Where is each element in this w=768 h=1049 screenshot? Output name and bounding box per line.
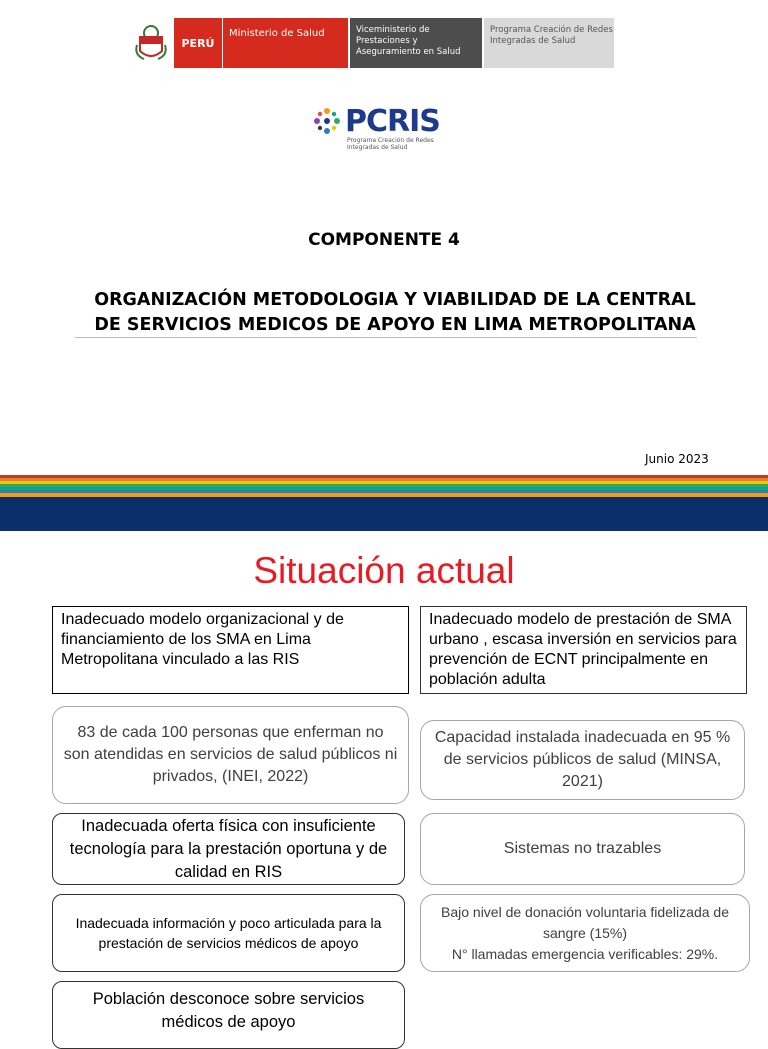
pcris-logo-subtitle: Programa Creación de Redes Integradas de Salud bbox=[347, 137, 434, 151]
pcris-logo-text: PCRIS bbox=[345, 104, 440, 139]
box-oferta-fisica: Inadecuada oferta física con insuficiente tecnología para la prestación oportuna y de calidad en RIS bbox=[52, 813, 405, 885]
donacion-sangre-text: Bajo nivel de donación voluntaria fidelizada de sangre (15%) bbox=[441, 903, 729, 941]
government-header bbox=[128, 18, 614, 68]
box-modelo-organizacional: Inadecuado modelo organizacional y de financiamiento de los SMA en Lima Metropolitana vinculado a las RIS bbox=[52, 606, 409, 694]
peru-label: PERÚ bbox=[174, 18, 222, 68]
peru-coat-of-arms-icon bbox=[128, 18, 174, 68]
pcris-logo-icon bbox=[312, 106, 342, 136]
title-divider bbox=[75, 337, 697, 338]
viceministerio-label: Viceministerio de Prestaciones y Aseguramiento en Salud bbox=[350, 18, 482, 68]
programa-label: Programa Creación de Redes Integradas de Salud bbox=[484, 18, 614, 68]
decorative-stripes bbox=[0, 475, 768, 531]
llamadas-emergencia-text: N° llamadas emergencia verificables: 29%. bbox=[451, 945, 719, 962]
box-capacidad-instalada: Capacidad instalada inadecuada en 95 % de servicios públicos de salud (MINSA, 2021) bbox=[420, 720, 745, 800]
cover-title-line2: DE SERVICIOS MEDICOS DE APOYO EN LIMA METROPOLITANA bbox=[94, 315, 696, 335]
box-modelo-prestacion: Inadecuado modelo de prestación de SMA urbano , escasa inversión en servicios para prevención de ECNT principalmente en población adulta bbox=[420, 606, 747, 694]
ministerio-label: Ministerio de Salud bbox=[222, 18, 348, 68]
box-poblacion-desconoce: Población desconoce sobre servicios médicos de apoyo bbox=[52, 981, 405, 1049]
situacion-heading: Situación actual bbox=[253, 550, 515, 591]
cover-title-line1: ORGANIZACIÓN METODOLOGIA Y VIABILIDAD DE LA CENTRAL bbox=[94, 290, 696, 310]
component-label: COMPONENTE 4 bbox=[308, 230, 460, 250]
box-sistemas-no-trazables: Sistemas no trazables bbox=[420, 813, 745, 885]
box-donacion-sangre bbox=[420, 894, 750, 972]
cover-date: Junio 2023 bbox=[645, 452, 709, 466]
cover-title bbox=[30, 288, 760, 338]
box-personas-no-atendidas: 83 de cada 100 personas que enferman no son atendidas en servicios de salud públicos ni privados, (INEI, 2022) bbox=[52, 706, 409, 804]
box-informacion-articulada: Inadecuada información y poco articulada para la prestación de servicios médicos de apoyo bbox=[52, 894, 405, 972]
